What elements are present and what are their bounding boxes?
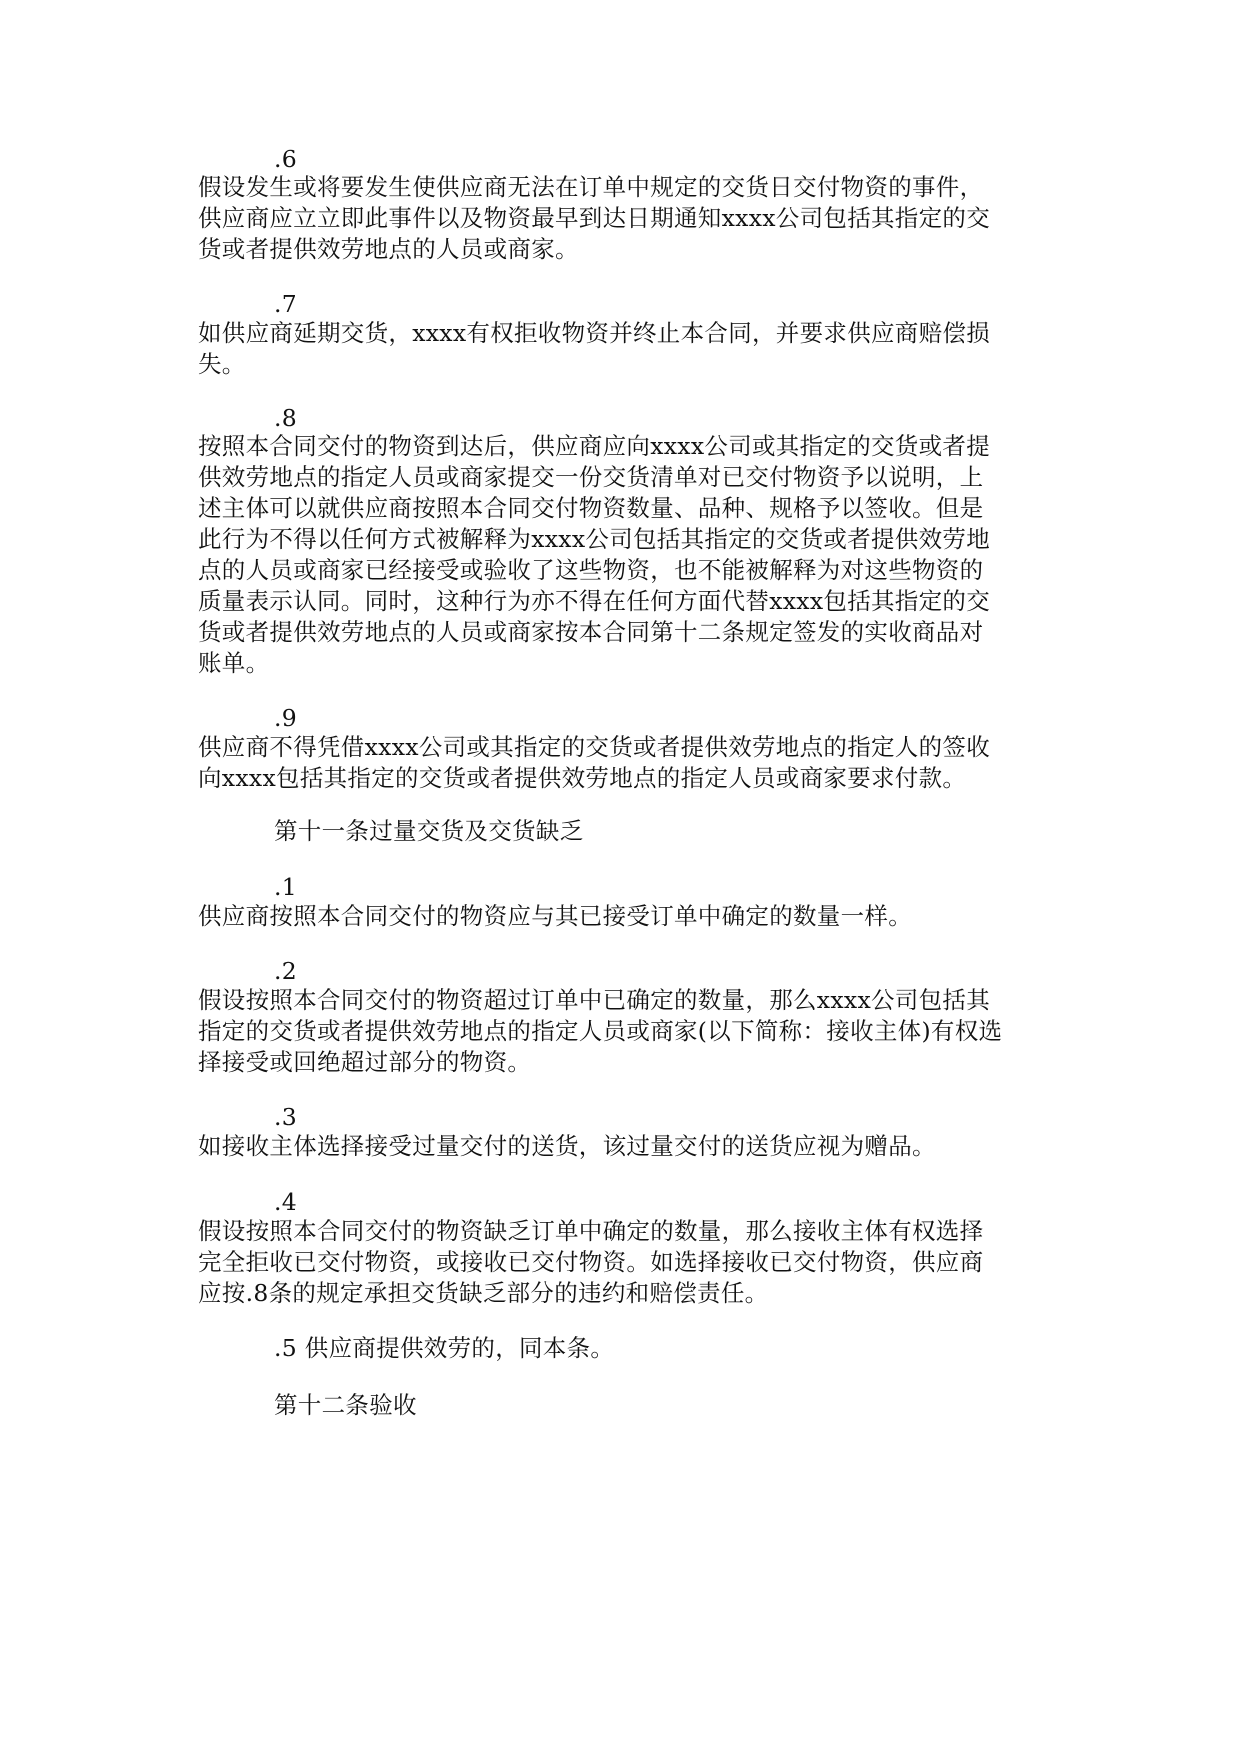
clause-text-line: 假设发生或将要发生使供应商无法在订单中规定的交货日交付物资的事件， — [198, 173, 984, 201]
clause-number-5: .5 供应商提供效劳的，同本条。 — [274, 1334, 615, 1362]
clause-text-line: 供效劳地点的指定人员或商家提交一份交货清单对已交付物资予以说明，上 — [198, 463, 984, 491]
clause-text-line: 供应商应立立即此事件以及物资最早到达日期通知xxxx公司包括其指定的交 — [198, 204, 991, 232]
clause-number-2: .2 — [274, 957, 298, 985]
clause-number-9: .9 — [274, 704, 298, 732]
clause-text-line: 点的人员或商家已经接受或验收了这些物资，也不能被解释为对这些物资的 — [198, 556, 984, 584]
clause-text-line: 质量表示认同。同时，这种行为亦不得在任何方面代替xxxx包括其指定的交 — [198, 587, 991, 615]
clause-text-line: 货或者提供效劳地点的人员或商家。 — [198, 235, 579, 263]
clause-number-3: .3 — [274, 1103, 298, 1131]
clause-number-6: .6 — [274, 145, 298, 173]
clause-number-4: .4 — [274, 1188, 298, 1216]
clause-text-line: 应按.8条的规定承担交货缺乏部分的违约和赔偿责任。 — [198, 1279, 769, 1307]
clause-text-line: 择接受或回绝超过部分的物资。 — [198, 1048, 532, 1076]
clause-text-line: 假设按照本合同交付的物资超过订单中已确定的数量，那么xxxx公司包括其 — [198, 986, 991, 1014]
clause-text-line: 供应商按照本合同交付的物资应与其已接受订单中确定的数量一样。 — [198, 902, 912, 930]
clause-text-line: 述主体可以就供应商按照本合同交付物资数量、品种、规格予以签收。但是 — [198, 494, 984, 522]
clause-text-line: 指定的交货或者提供效劳地点的指定人员或商家(以下简称：接收主体)有权选 — [198, 1017, 1003, 1045]
clause-text-line: 此行为不得以任何方式被解释为xxxx公司包括其指定的交货或者提供效劳地 — [198, 525, 991, 553]
clause-text-line: 货或者提供效劳地点的人员或商家按本合同第十二条规定签发的实收商品对 — [198, 618, 984, 646]
clause-text-line: 账单。 — [198, 649, 270, 677]
clause-text-line: 完全拒收已交付物资，或接收已交付物资。如选择接收已交付物资，供应商 — [198, 1248, 984, 1276]
clause-text-line: 失。 — [198, 350, 246, 378]
clause-text-line: 如接收主体选择接受过量交付的送货，该过量交付的送货应视为赠品。 — [198, 1132, 936, 1160]
clause-number-7: .7 — [274, 290, 298, 318]
clause-text-line: 向xxxx包括其指定的交货或者提供效劳地点的指定人员或商家要求付款。 — [198, 764, 967, 792]
clause-text-line: 如供应商延期交货，xxxx有权拒收物资并终止本合同，并要求供应商赔偿损 — [198, 319, 991, 347]
clause-text-line: 供应商不得凭借xxxx公司或其指定的交货或者提供效劳地点的指定人的签收 — [198, 733, 991, 761]
clause-number-1: .1 — [274, 873, 298, 901]
clause-number-8: .8 — [274, 404, 298, 432]
article-heading-11: 第十一条过量交货及交货缺乏 — [274, 817, 584, 845]
clause-text-line: 按照本合同交付的物资到达后，供应商应向xxxx公司或其指定的交货或者提 — [198, 432, 991, 460]
clause-text-line: 假设按照本合同交付的物资缺乏订单中确定的数量，那么接收主体有权选择 — [198, 1217, 984, 1245]
article-heading-12: 第十二条验收 — [274, 1391, 417, 1419]
